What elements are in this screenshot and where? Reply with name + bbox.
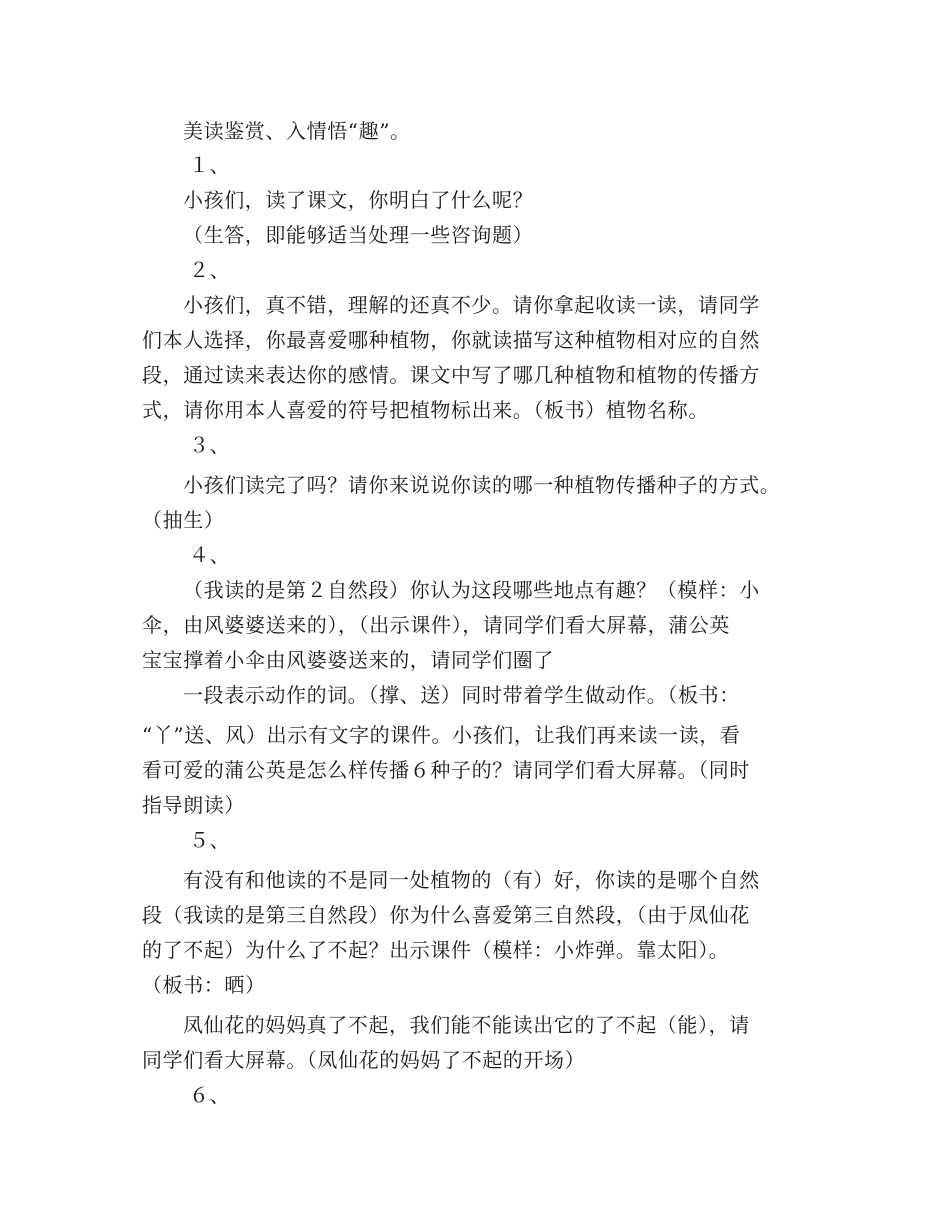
paragraph-line: 伞，由风婆婆送来的），（出示课件），请同学们看大屏幕，蒲公英	[142, 613, 730, 637]
paragraph-line: 同学们看大屏幕。（凤仙花的妈妈了不起的开场）	[142, 1048, 586, 1072]
paragraph-line: 一段表示动作的词。（撑、送）同时带着学生做动作。（板书：	[183, 683, 740, 707]
paragraph-line: 段，通过读来表达你的感情。课文中写了哪几种植物和植物的传播方	[142, 363, 760, 387]
step-number: ５、	[189, 828, 231, 852]
step-number: １、	[189, 153, 231, 177]
paragraph-line: 小孩们，读了课文，你明白了什么呢？	[183, 188, 534, 212]
paragraph-line: 宝宝撑着小伞由风婆婆送来的，请同学们圈了	[142, 648, 554, 672]
paragraph-line: 小孩们，真不错，理解的还真不少。请你拿起收读一读，请同学	[183, 293, 760, 317]
step-number: ６、	[189, 1083, 231, 1107]
step-number: ２、	[189, 258, 231, 282]
step-number: ４、	[189, 543, 231, 567]
paragraph-line: 段（我读的是第三自然段）你为什么喜爱第三自然段，（由于凤仙花	[142, 903, 750, 927]
paragraph-line: 有没有和他读的不是同一处植物的（有）好，你读的是哪个自然	[183, 868, 760, 892]
paragraph-line: 式，请你用本人喜爱的符号把植物标出来。（板书）植物名称。	[142, 398, 709, 422]
paragraph-line: 们本人选择，你最喜爱哪种植物，你就读描写这种植物相对应的自然	[142, 328, 760, 352]
paragraph-line: 凤仙花的妈妈真了不起，我们能不能读出它的了不起（能），请	[183, 1013, 750, 1037]
section-heading: 美读鉴赏、入情悟“趣”。	[183, 119, 411, 143]
paragraph-line: （生答，即能够适当处理一些咨询题）	[183, 223, 534, 247]
paragraph-line: 的了不起）为什么了不起？出示课件（模样：小炸弹。靠太阳）。	[142, 938, 730, 962]
paragraph-line: （我读的是第２自然段）你认为这段哪些地点有趣？（模样：小	[183, 578, 760, 602]
paragraph-line: （板书：晒）	[142, 973, 266, 997]
paragraph-line: 小孩们读完了吗？请你来说说你读的哪一种植物传播种子的方式。	[183, 473, 781, 497]
paragraph-line: （抽生）	[142, 508, 225, 532]
paragraph-line: “丫”送、风）出示有文字的课件。小孩们，让我们再来读一读，看	[142, 723, 741, 747]
paragraph-line: 指导朗读）	[142, 793, 245, 817]
paragraph-line: 看可爱的蒲公英是怎么样传播６种子的？请同学们看大屏幕。（同时	[142, 758, 750, 782]
step-number: ３、	[189, 433, 231, 457]
